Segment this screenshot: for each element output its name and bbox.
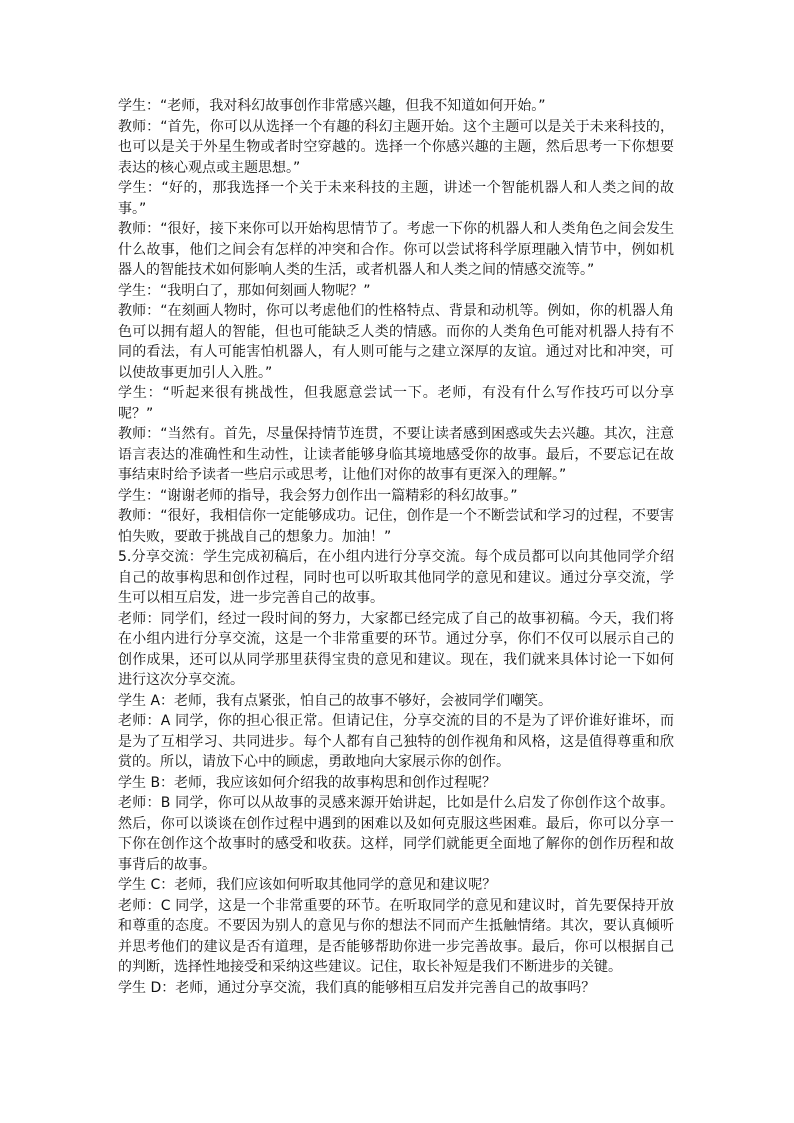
dialogue-teacher-reply-b: 老师：B 同学，你可以从故事的灵感来源开始讲起，比如是什么启发了你创作这个故事。然后，你可以谈谈在创作过程中遇到的困难以及如何克服这些困难。最后，你可以分享一下你在创作这个故事时的感受和收获。这样，同学们就能更全面地了解你的创作历程和故事背后的故事。 (118, 795, 674, 873)
dialogue-student-technique-question: 学生：“听起来很有挑战性，但我愿意尝试一下。老师，有没有什么写作技巧可以分享呢？” (118, 385, 674, 422)
dialogue-teacher-technique: 教师：“当然有。首先，尽量保持情节连贯，不要让读者感到困惑或失去兴趣。其次，注意语言表达的准确性和生动性，让读者能够身临其境地感受你的故事。最后，不要忘记在故事结束时给予读者一些启示或思考，让他们对你的故事有更深入的理解。” (118, 426, 674, 483)
dialogue-student-choice: 学生：“好的，那我选择一个关于未来科技的主题，讲述一个智能机器人和人类之间的故事。” (118, 180, 674, 217)
section-sharing-exchange: 5.分享交流：学生完成初稿后，在小组内进行分享交流。每个成员都可以向其他同学介绍自己的故事构思和创作过程，同时也可以听取其他同学的意见和建议。通过分享交流，学生可以相互启发，进一步完善自己的故事。 (118, 549, 674, 606)
dialogue-teacher-sharing-intro: 老师：同学们，经过一段时间的努力，大家都已经完成了自己的故事初稿。今天，我们将在小组内进行分享交流，这是一个非常重要的环节。通过分享，你们不仅可以展示自己的创作成果，还可以从同学那里获得宝贵的意见和建议。现在，我们就来具体讨论一下如何进行这次分享交流。 (118, 610, 674, 688)
dialogue-teacher-theme: 教师：“首先，你可以从选择一个有趣的科幻主题开始。这个主题可以是关于未来科技的，也可以是关于外星生物或者时空穿越的。选择一个你感兴趣的主题，然后思考一下你想要表达的核心观点或主题思想。” (118, 118, 674, 176)
dialogue-student-intro: 学生：“老师，我对科幻故事创作非常感兴趣，但我不知道如何开始。” (118, 98, 546, 114)
dialogue-teacher-reply-c: 老师：C 同学，这是一个非常重要的环节。在听取同学的意见和建议时，首先要保持开放和尊重的态度。不要因为别人的意见与你的想法不同而产生抵触情绪。其次，要认真倾听并思考他们的建议是否有道理，是否能够帮助你进一步完善故事。最后，你可以根据自己的判断，选择性地接受和采纳这些建议。记住，取长补短是我们不断进步的关键。 (118, 897, 674, 975)
dialogue-student-thanks: 学生：“谢谢老师的指导，我会努力创作出一篇精彩的科幻故事。” (118, 487, 518, 504)
dialogue-teacher-encourage: 教师：“很好，我相信你一定能够成功。记住，创作是一个不断尝试和学习的过程，不要害怕失败，要敢于挑战自己的想象力。加油！” (118, 508, 674, 545)
dialogue-teacher-character: 教师：“在刻画人物时，你可以考虑他们的性格特点、背景和动机等。例如，你的机器人角色可以拥有超人的智能，但也可能缺乏人类的情感。而你的人类角色可能对机器人持有不同的看法，有人可能害怕机器人，有人则可能与之建立深厚的友谊。通过对比和冲突，可以使故事更加引人入胜。” (118, 303, 674, 381)
dialogue-student-d: 学生 D：老师，通过分享交流，我们真的能够相互启发并完善自己的故事吗？ (118, 979, 596, 996)
dialogue-student-b: 学生 B：老师，我应该如何介绍我的故事构思和创作过程呢？ (118, 774, 497, 791)
document-page (118, 96, 674, 998)
dialogue-student-character-question: 学生：“我明白了，那如何刻画人物呢？” (118, 282, 371, 299)
dialogue-teacher-reply-a: 老师：A 同学，你的担心很正常。但请记住，分享交流的目的不是为了评价谁好谁坏，而是为了互相学习、共同进步。每个人都有自己独特的创作视角和风格，这是值得尊重和欣赏的。所以，请放下心中的顾虑，勇敢地向大家展示你的创作。 (118, 713, 674, 770)
dialogue-teacher-plot: 教师：“很好，接下来你可以开始构思情节了。考虑一下你的机器人和人类角色之间会发生什么故事，他们之间会有怎样的冲突和合作。你可以尝试将科学原理融入情节中，例如机器人的智能技术如何影响人类的生活，或者机器人和人类之间的情感交流等。” (118, 221, 674, 278)
dialogue-student-a: 学生 A：老师，我有点紧张，怕自己的故事不够好，会被同学们嘲笑。 (118, 692, 553, 709)
dialogue-student-c: 学生 C：老师，我们应该如何听取其他同学的意见和建议呢？ (118, 877, 497, 893)
